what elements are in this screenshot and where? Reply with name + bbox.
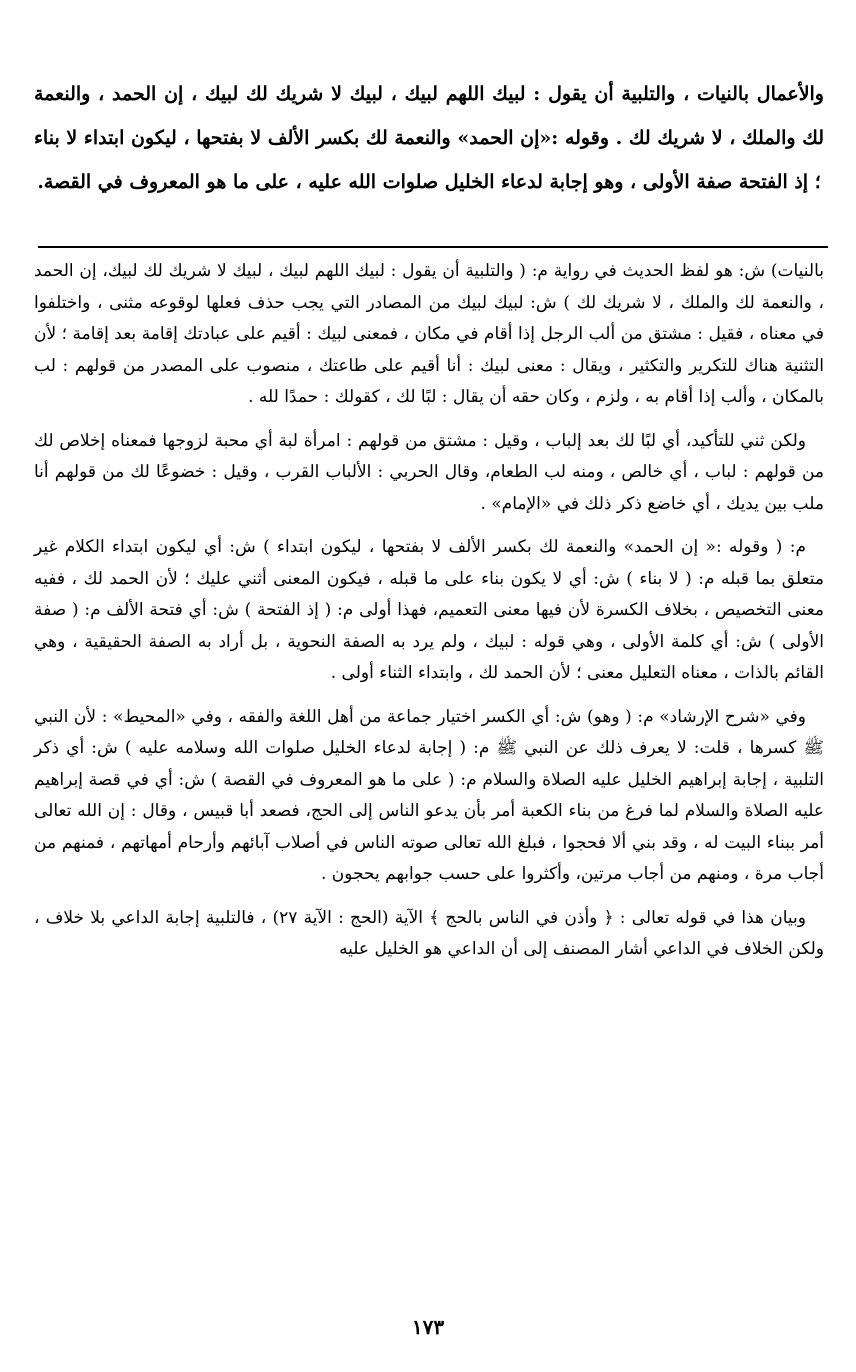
commentary-paragraph: بالنيات) ش: هو لفظ الحديث في رواية م: ( والتلبية أن يقول : لبيك اللهم لبيك ، لبيك لا شريك لك لبيك، إن الحمد ، والنعمة لك والملك ، لا شريك لك ) ش: لبيك لبيك من المصادر التي يجب حذف فعلها لوقوعه مثنى ، واختلفوا في معناه ، فقيل : مشتق من ألب الرجل إذا أقام في مكان ، فمعنى لبيك : أقيم على عبادتك إقامة بعد إقامة ؛ لأن التثنية هناك للتكرير والتكثير ، ويقال : معنى لبيك : أنا أقيم على طاعتك ، منصوب على المصدر من قولهم : لب بالمكان ، وألب إذا أقام به ، ولزم ، وكان حقه أن يقال : لبًا لك ، كقولك : حمدًا لله . xyxy=(34,261,824,407)
commentary-paragraph: وبيان هذا في قوله تعالى : ﴿ وأذن في الناس بالحج ﴾ الآية (الحج : الآية ٢٧) ، فالتلبية إجابة الداعي بلا خلاف ، ولكن الخلاف في الداعي أشار المصنف إلى أن الداعي هو الخليل عليه xyxy=(34,907,824,959)
commentary-paragraph: وفي «شرح الإرشاد» م: ( وهو) ش: أي الكسر اختيار جماعة من أهل اللغة والفقه ، وفي «المحيط» : لأن النبي ﷺ كسرها ، قلت: لا يعرف ذلك عن النبي ﷺ م: ( إجابة لدعاء الخليل صلوات الله وسلامه عليه ) ش: أي ذكر التلبية ، إجابة إبراهيم الخليل عليه الصلاة والسلام م: ( على ما هو المعروف في القصة ) ش: أي في قصة إبراهيم عليه الصلاة والسلام لما فرغ من بناء الكعبة أمر بأن يدعو الناس إلى الحج، فصعد أبا قبيس ، وقال : إن الله تعالى أمر ببناء البيت له ، وقد بني ألا فحجوا ، فبلغ الله تعالى صوته الناس في أصلاب آبائهم وأرحام أمهاتهم ، فمنهم من أجاب مرة ، ومنهم من أجاب مرتين، وأكثروا على حسب جوابهم يحجون . xyxy=(34,706,824,884)
page-number: ١٧٣ xyxy=(411,1315,445,1339)
main-text: والأعمال بالنيات ، والتلبية أن يقول : لبيك اللهم لبيك ، لبيك لا شريك لك لبيك ، إن الحمد ، والنعمة لك والملك ، لا شريك لك . وقوله :«إن الحمد» والنعمة لك بكسر الألف لا بفتحها ، ليكون ابتداء لا بناء ؛ إذ الفتحة صفة الأولى ، وهو إجابة لدعاء الخليل صلوات الله عليه ، على ما هو المعروف في القصة. xyxy=(34,83,824,193)
separator-rule xyxy=(38,246,828,248)
commentary-section xyxy=(34,256,824,978)
commentary-paragraph: م: ( وقوله :« إن الحمد» والنعمة لك بكسر الألف لا بفتحها ، ليكون ابتداء ) ش: أي ليكون ابتداء الكلام غير متعلق بما قبله م: ( لا بناء ) ش: أي لا يكون بناء على ما قبله ، فيكون المعنى أثني عليك ؛ لأن الحمد لك ، ففيه معنى التخصيص ، بخلاف الكسرة لأن فيها معنى التعميم، فهذا أولى م: ( إذ الفتحة ) ش: أي فتحة الألف م: ( صفة الأولى ) ش: أي كلمة الأولى ، وهي قوله : لبيك ، ولم يرد به الصفة النحوية ، بل أراد به الصفة الحقيقية ، وهي القائم بالذات ، معناه التعليل معنى ؛ لأن الحمد لك ، وابتداء الثناء أولى . xyxy=(34,537,824,683)
commentary-paragraph: ولكن ثني للتأكيد، أي لبًا لك بعد إلباب ، وقيل : مشتق من قولهم : امرأة لبة أي محبة لزوجها فمعناه إخلاص لك من قولهم : لباب ، أي خالص ، ومنه لب الطعام، وقال الحربي : الألباب القرب ، وقيل : خضوعًا لك من قولهم أنا ملب بين يديك ، أي خاضع ذكر ذلك في «الإمام» . xyxy=(34,430,824,514)
